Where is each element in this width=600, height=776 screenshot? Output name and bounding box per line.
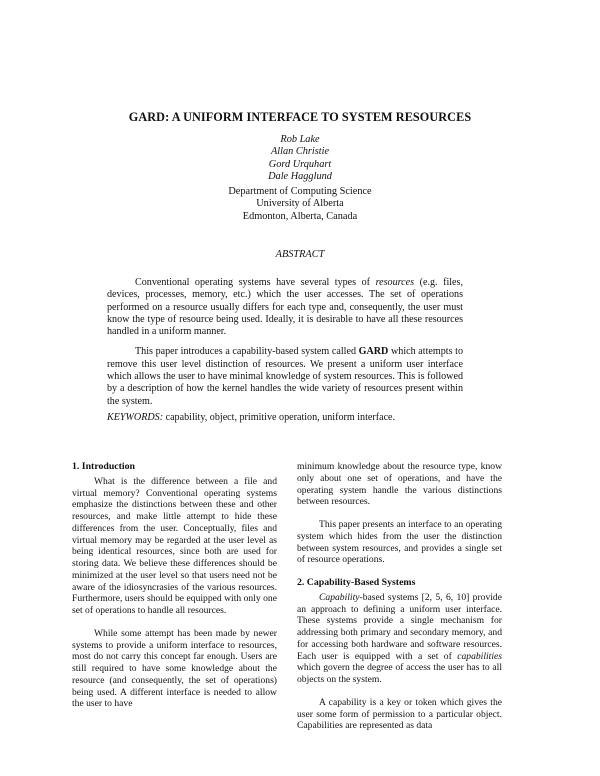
section-heading: 1. Introduction: [72, 461, 135, 472]
body-emphasis: Capability: [319, 591, 360, 603]
abstract-text: which attempts to remove this user level distinction of resources. We present a uniform user interface which allows the user to have minimal knowledge of system resources. This is followed by a description of how the kernel handles the wide variety of resources present within the system.: [107, 346, 463, 407]
body-emphasis: capabilities: [457, 650, 502, 662]
body-text: which govern the degree of access the user has to all objects on the system.: [297, 662, 502, 685]
abstract-text: Conventional operating systems have several types of: [135, 277, 376, 288]
body-paragraph: While some attempt has been made by newer systems to provide a uniform interface to resources, most do not carry this concept far enough. Users are still required to have some knowledge about the resource (and consequently, the set of operations) being used. A different interface is needed to allow the user to have: [72, 627, 277, 710]
affiliation-line: Department of Computing Science: [228, 186, 372, 197]
body-paragraph: A capability is a key or token which gives the user some form of permission to a particular object. Capabilities are represented as data: [297, 696, 502, 732]
author-name: Gord Urquhart: [268, 158, 332, 170]
keywords-list: capability, object, primitive operation, uniform interface.: [163, 412, 396, 423]
abstract-emphasis: resources: [375, 277, 415, 288]
abstract-heading: ABSTRACT: [275, 249, 325, 260]
paper-title: GARD: A UNIFORM INTERFACE TO SYSTEM RESOURCES: [128, 110, 472, 124]
author-name: Allan Christie: [270, 146, 330, 158]
left-column: [72, 461, 277, 721]
body-paragraph: minimum knowledge about the resource type, know only about one set of operations, and have the operating system handle the various distinctions between resources.: [297, 461, 502, 508]
abstract-paragraph: [107, 346, 463, 407]
author-name: Rob Lake: [280, 134, 320, 145]
author-list: [0, 134, 600, 184]
body-paragraph: This paper presents an interface to an operating system which hides from the user the distinction between system resources, and provides a single set of resource operations.: [297, 519, 502, 566]
abstract-text: (e.g. files, devices, processes, memory, etc.) which the user accesses. The set of operations performed on a resource usually differs for each type and, consequently, the user must know the type of resource being used. Ideally, it is desirable to have all these resources handled in a uniform manner.: [107, 277, 463, 338]
right-column: [297, 461, 502, 743]
keywords-label: KEYWORDS:: [107, 412, 164, 423]
abstract-paragraph: [107, 277, 463, 338]
body-text: -based systems [2, 5, 6, 10] provide an approach to defining a uniform user interface. These systems provide a single mechanism for addressing both primary and secondary memory, and for accessing both hardware and software resources. Each user is equipped with a set of: [297, 591, 502, 662]
affiliation-line: Edmonton, Alberta, Canada: [242, 210, 358, 222]
keywords: [107, 412, 467, 424]
author-name: Dale Hagglund: [268, 171, 332, 183]
affiliation: [0, 186, 600, 223]
body-paragraph: What is the difference between a file and virtual memory? Conventional operating systems emphasize the distinctions between these and other resources, and make little attempt to hide these differences from the user. Conceptually, files and virtual memory may be regarded at the user level as being identical resources, since both are used for storing data. We believe these differences should be minimized at the user level so that users need not be aware of the idiosyncrasies of the various resources. Furthermore, users should be equipped with only one set of operations to handle all resources.: [72, 475, 277, 616]
section-heading: 2. Capability-Based Systems: [297, 577, 416, 588]
affiliation-line: University of Alberta: [256, 198, 344, 210]
abstract-body: [107, 277, 463, 416]
abstract-text: This paper introduces a capability-based system called: [135, 346, 359, 358]
body-paragraph: [297, 592, 502, 686]
system-name: GARD: [358, 346, 389, 358]
